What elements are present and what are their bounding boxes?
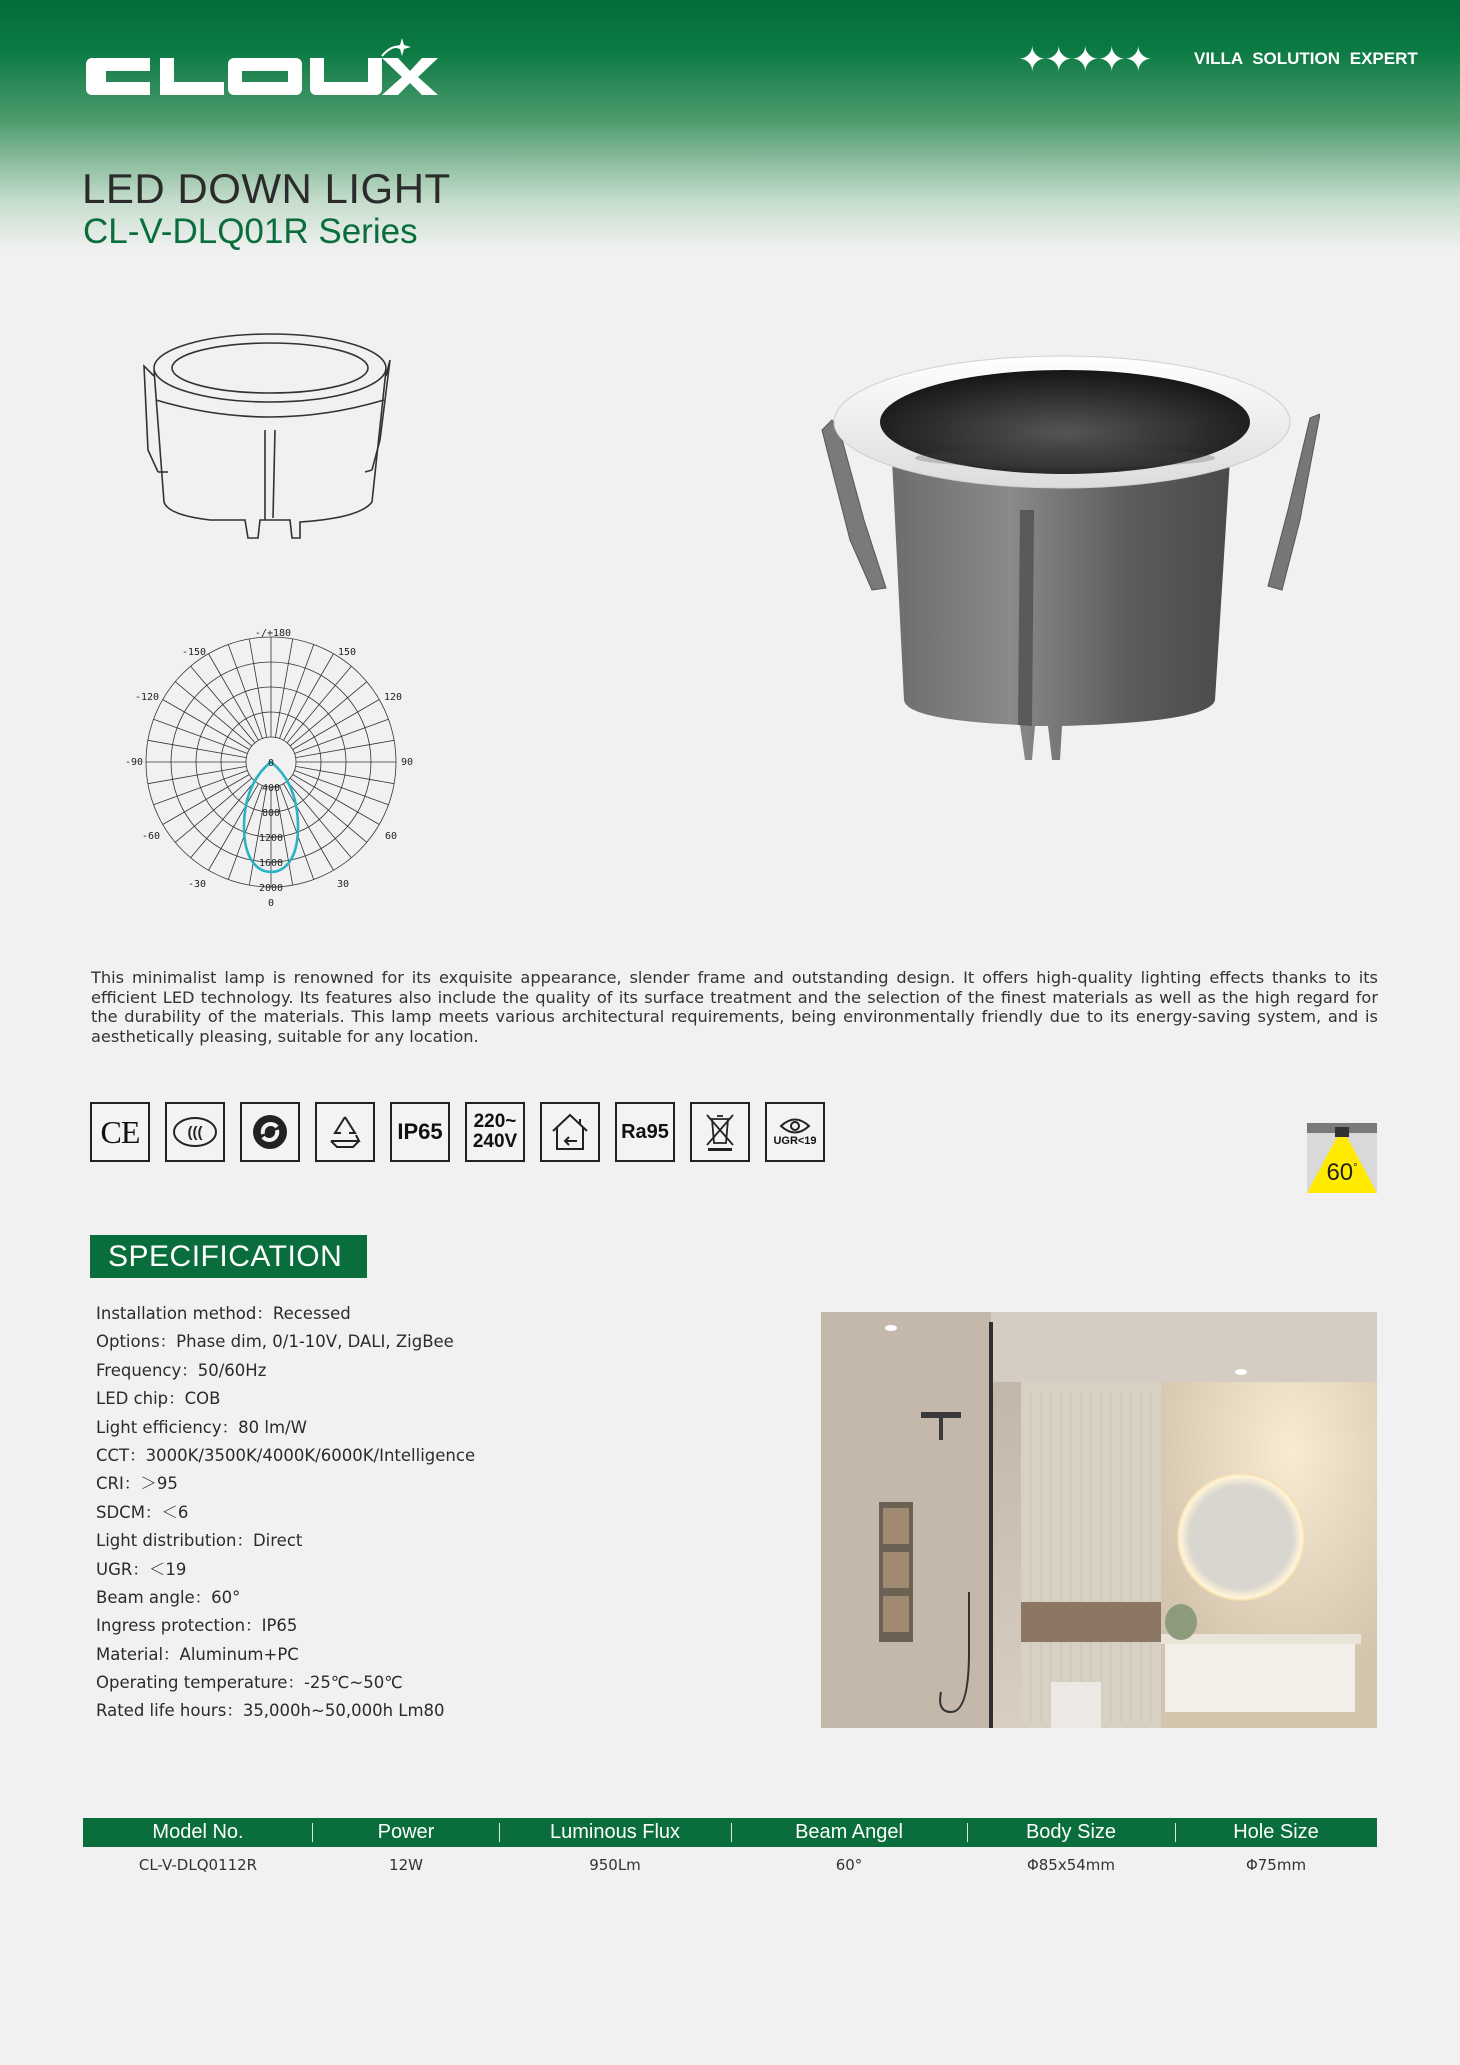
spec-item: Rated life hours：35,000h~50,000h Lm80 xyxy=(96,1701,445,1721)
polar-spoke xyxy=(148,766,246,783)
polar-spoke xyxy=(296,740,394,757)
polar-spoke xyxy=(154,771,248,805)
downlight-product-photo xyxy=(820,350,1320,770)
voltage-line-1: 220~ xyxy=(473,1111,517,1132)
polar-label-120: 120 xyxy=(383,692,403,703)
beam-angle-badge xyxy=(1307,1123,1377,1193)
polar-radial-2000: 2000 xyxy=(258,883,284,894)
recycle-icon xyxy=(315,1102,375,1162)
ra95-icon: Ra95 xyxy=(615,1102,675,1162)
spec-item: Beam angle：60° xyxy=(96,1587,241,1607)
polar-spoke xyxy=(294,719,388,753)
polar-radial-1600: 1600 xyxy=(258,858,284,869)
polar-radial-1200: 1200 xyxy=(258,833,284,844)
polar-spoke xyxy=(154,719,248,753)
specification-list xyxy=(96,1300,475,1726)
green-dot-icon xyxy=(240,1102,300,1162)
spec-item: Frequency：50/60Hz xyxy=(96,1360,267,1380)
polar-spoke xyxy=(275,639,292,737)
polar-label-60: 60 xyxy=(384,831,398,842)
polar-spoke xyxy=(294,771,388,805)
svg-text:(((: ((( xyxy=(187,1124,203,1141)
cell-hole-size: Φ75mm xyxy=(1245,1856,1307,1874)
cell-model-no: CL-V-DLQ0112R xyxy=(138,1856,258,1874)
table-header xyxy=(83,1818,1377,1847)
weee-bin-icon xyxy=(690,1102,750,1162)
spec-item: Material：Aluminum+PC xyxy=(96,1644,299,1664)
polar-label-minus90: -90 xyxy=(124,757,144,768)
ce-mark-icon: CE xyxy=(90,1102,150,1162)
product-series: CL-V-DLQ01R Series xyxy=(83,212,418,251)
polar-spoke xyxy=(148,740,246,757)
bathroom-application-photo xyxy=(821,1312,1377,1728)
polar-radial-0: 0 xyxy=(267,758,275,769)
downlight-line-drawing xyxy=(140,330,400,545)
cell-beam-angle: 60° xyxy=(835,1856,863,1874)
header-luminous-flux: Luminous Flux xyxy=(549,1821,681,1843)
spec-item: Light distribution：Direct xyxy=(96,1531,303,1551)
product-description: This minimalist lamp is renowned for its exquisite appearance, slender frame and outstanding design. It offers high-quality lighting effects thanks to its efficient LED technology. Its features also include the quality of its surface treatment and the selection of the finest materials as well as the high regard for the durability of the materials. This lamp meets various architectural requirements, being environmentally friendly due to its energy-saving system, and is aesthetically pleasing, suitable for any location. xyxy=(91,968,1378,1046)
spec-item: Light efficiency：80 lm/W xyxy=(96,1417,307,1437)
spec-item: SDCM：＜6 xyxy=(96,1502,189,1522)
cell-luminous-flux: 950Lm xyxy=(589,1856,641,1874)
polar-label-minus120: -120 xyxy=(134,692,160,703)
header-hole-size: Hole Size xyxy=(1233,1821,1319,1843)
header-beam-angel: Beam Angel xyxy=(795,1821,903,1843)
spec-item: CRI：＞95 xyxy=(96,1474,178,1494)
spec-item: Ingress protection：IP65 xyxy=(96,1616,298,1636)
indoor-use-icon xyxy=(540,1102,600,1162)
table-row xyxy=(83,1847,1377,1883)
polar-label-bottom: 0 xyxy=(267,898,275,909)
product-title: LED DOWN LIGHT xyxy=(82,165,451,212)
polar-spoke xyxy=(249,639,266,737)
tagline: VILLA SOLUTION EXPERT xyxy=(1194,49,1418,68)
model-table xyxy=(83,1818,1377,1883)
polar-label-150: 150 xyxy=(337,647,357,658)
polar-label-90: 90 xyxy=(400,757,414,768)
polar-label-30: 30 xyxy=(336,879,350,890)
beam-angle-unit: ° xyxy=(1353,1162,1358,1174)
cell-body-size: Φ85x54mm xyxy=(1026,1856,1116,1874)
polar-radial-800: 800 xyxy=(261,808,281,819)
cell-power: 12W xyxy=(389,1856,423,1874)
cloux-logo xyxy=(82,38,442,108)
spec-item: LED chip：COB xyxy=(96,1389,221,1409)
polar-radial-400: 400 xyxy=(261,783,281,794)
header-power: Power xyxy=(377,1821,435,1843)
spec-item: Installation method：Recessed xyxy=(96,1304,351,1323)
polar-label-minus30: -30 xyxy=(187,879,207,890)
specification-heading: SPECIFICATION xyxy=(90,1235,367,1278)
header-body-size: Body Size xyxy=(1025,1821,1117,1843)
voltage-icon xyxy=(465,1102,525,1162)
spec-item: CCT：3000K/3500K/4000K/6000K/Intelligence xyxy=(96,1445,476,1465)
polar-spoke xyxy=(296,766,394,783)
polar-spoke xyxy=(228,645,262,739)
polar-label-minus150: -150 xyxy=(181,647,207,658)
spec-item: Options：Phase dim, 0/1-10V, DALI, ZigBee xyxy=(96,1332,454,1352)
polar-label-minus60: -60 xyxy=(141,831,161,842)
ip65-icon: IP65 xyxy=(390,1102,450,1162)
voltage-line-2: 240V xyxy=(472,1131,518,1152)
polar-distribution-chart xyxy=(120,622,420,912)
ccc-mark-icon xyxy=(165,1102,225,1162)
polar-label-top: -/+180 xyxy=(254,628,292,639)
polar-spoke xyxy=(280,645,314,739)
spec-item: Operating temperature：-25℃~50℃ xyxy=(96,1673,403,1693)
rating-stars: ✦✦✦✦✦ xyxy=(1018,40,1151,80)
ugr-eye-icon: UGR<19 xyxy=(765,1102,825,1162)
beam-angle-value: 60 xyxy=(1326,1159,1354,1186)
spec-item: UGR：＜19 xyxy=(96,1559,187,1579)
header-model-no: Model No. xyxy=(152,1821,244,1843)
